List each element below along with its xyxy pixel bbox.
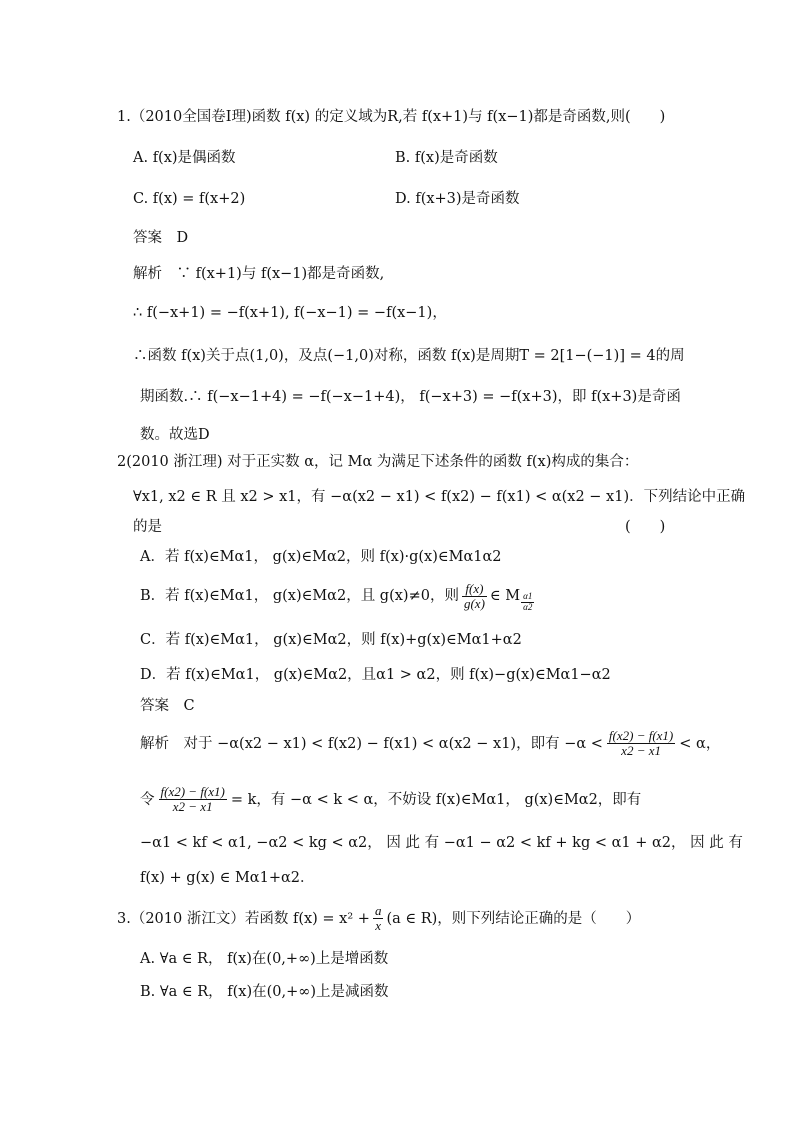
q2-solution-line-2-denominator: x2 − x1: [172, 799, 213, 815]
q1-option-c: C. f(x) = f(x+2): [133, 191, 246, 207]
q1-solution-line-3: ∴函数 f(x)关于点(1,0)，及点(−1,0)对称，函数 f(x)是周期T = 2[1−(−1)] = 4的周: [133, 348, 685, 364]
q2-stem-line-2: ∀x1, x2 ∈ R 且 x2 > x1，有 −α(x2 − x1) < f(x2) − f(x1) < α(x2 − x1)．下列结论中正确: [133, 489, 746, 505]
q2-solution-line-3: −α1 < kf < α1, −α2 < kg < α2， 因 此 有 −α1 − α2 < kf + kg < α1 + α2， 因 此 有: [140, 835, 743, 851]
q2-solution-line-1-numerator: f(x2) − f(x1): [608, 728, 674, 743]
q2-option-b-member: ∈ M: [489, 588, 521, 605]
q3-stem-denominator: x: [375, 918, 382, 934]
q2-stem-line-1: 2(2010 浙江理) 对于正实数 α，记 Mα 为满足下述条件的函数 f(x)构成的集合：: [117, 454, 639, 470]
q1-solution-line-5: 数。故选D: [140, 427, 210, 443]
q2-option-b-text: B．若 f(x)∈Mα1， g(x)∈Mα2，且 g(x)≠0，则: [140, 588, 459, 605]
q2-option-b-sub-numerator: α1: [523, 591, 533, 601]
q3-stem-text: 3.（2010 浙江文）若函数 f(x) = x² +: [117, 910, 370, 927]
q3-option-a: A. ∀a ∈ R， f(x)在(0,+∞)上是增函数: [140, 951, 389, 967]
q3-stem-fraction: [373, 904, 384, 934]
q2-solution-line-2-fraction: [159, 785, 227, 815]
q2-option-b-fraction: [462, 582, 487, 612]
q2-answer-paren: ( ): [625, 519, 666, 535]
q3-stem: [117, 904, 640, 934]
q2-option-a: A．若 f(x)∈Mα1， g(x)∈Mα2，则 f(x)·g(x)∈Mα1α2: [140, 549, 502, 565]
q1-solution-line-2: ∴ f(−x+1) = −f(x+1), f(−x−1) = −f(x−1)，: [133, 305, 447, 321]
q2-option-b-subscript-fraction: [521, 592, 534, 613]
q2-option-c: C．若 f(x)∈Mα1， g(x)∈Mα2，则 f(x)+g(x)∈Mα1+α2: [140, 632, 522, 648]
q2-option-d: D．若 f(x)∈Mα1， g(x)∈Mα2，且α1 > α2，则 f(x)−g(x)∈Mα1−α2: [140, 667, 611, 683]
q2-solution-line-1-tail: < α，: [679, 735, 721, 752]
q2-solution-line-1: [140, 729, 720, 759]
q2-solution-line-2-text: = k，有 −α < k < α，不妨设 f(x)∈Mα1， g(x)∈Mα2，即有: [230, 791, 642, 808]
q2-solution-line-1-fraction: [607, 729, 675, 759]
q2-option-b-denominator: g(x): [463, 595, 485, 611]
q2-option-b-numerator: f(x): [462, 582, 487, 597]
q1-answer: 答案 D: [133, 230, 189, 246]
q1-option-d: D. f(x+3)是奇函数: [395, 191, 520, 207]
q3-stem-tail: (a ∈ R)，则下列结论正确的是（ ）: [386, 910, 641, 927]
q2-solution-line-1-text: 解析 对于 −α(x2 − x1) < f(x2) − f(x1) < α(x2 − x1)，即有 −α <: [140, 735, 603, 752]
q2-solution-line-2: [140, 785, 641, 815]
q2-solution-line-2-lead: 令: [140, 791, 155, 808]
q2-option-b-sub-denominator: α2: [523, 601, 533, 612]
q2-answer: 答案 C: [140, 698, 195, 714]
q2-stem-line-3: 的是: [133, 519, 162, 535]
q1-solution-line-4: 期函数.∴ f(−x−1+4) = −f(−x−1+4)， f(−x+3) = −f(x+3)，即 f(x+3)是奇函: [140, 389, 681, 405]
q3-option-b: B. ∀a ∈ R， f(x)在(0,+∞)上是减函数: [140, 984, 389, 1000]
q2-solution-line-2-numerator: f(x2) − f(x1): [160, 784, 225, 799]
q2-option-b: [140, 580, 534, 613]
q2-solution-line-1-denominator: x2 − x1: [621, 743, 661, 759]
q1-stem: 1.（2010全国卷Ⅰ理)函数 f(x) 的定义域为R,若 f(x+1)与 f(x−1)都是奇函数,则( ): [117, 109, 666, 125]
q1-option-b: B. f(x)是奇函数: [395, 150, 498, 166]
q2-solution-line-4: f(x) + g(x) ∈ Mα1+α2．: [140, 870, 315, 886]
q1-option-a: A. f(x)是偶函数: [133, 150, 236, 166]
q3-stem-numerator: a: [374, 903, 382, 918]
q1-solution-line-1: 解析 ∵ f(x+1)与 f(x−1)都是奇函数,: [133, 266, 385, 282]
